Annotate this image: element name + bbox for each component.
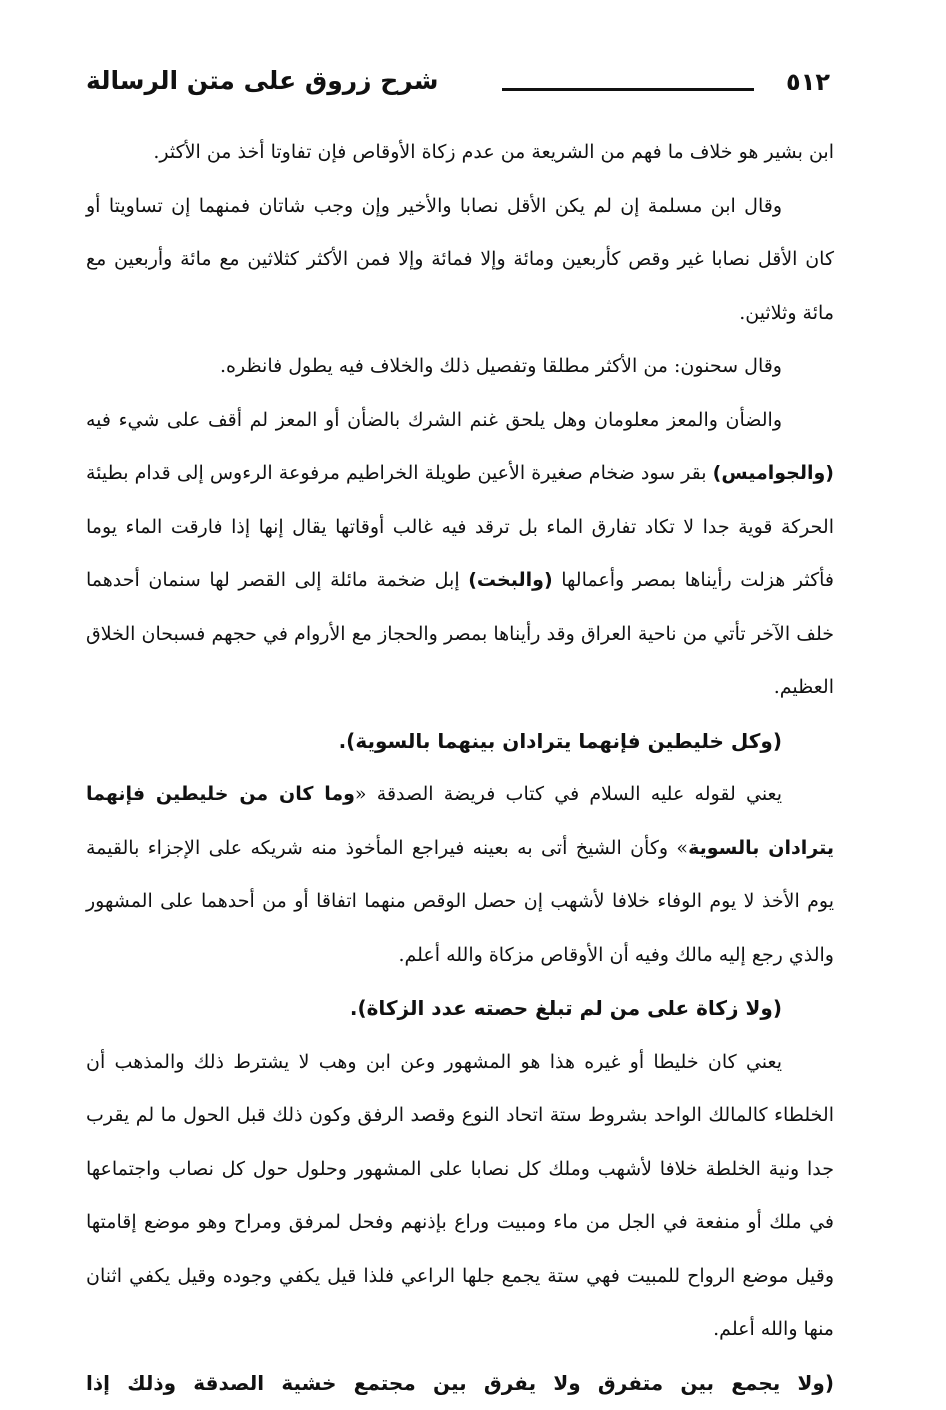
matn-heading-3: (ولا يجمع بين متفرق ولا يفرق بين مجتمع خشية الصدقة وذلك إذا bbox=[86, 1357, 834, 1410]
text-body bbox=[86, 126, 834, 1410]
paragraph-4-text-c: إبل ضخمة مائلة إلى القصر لها سنمان أحدهما خلف الآخر تأتي من ناحية العراق وقد رأيناها بمصر والحجاز مع الأروام في حجهم فسبحان الخلاق العظيم. bbox=[86, 569, 834, 698]
paragraph-5-text-a: يعني لقوله عليه السلام في كتاب فريضة الصدقة « bbox=[355, 783, 782, 805]
term-bukht: (والبخت) bbox=[468, 569, 552, 591]
paragraph-4-text-a: والضأن والمعز معلومان وهل يلحق غنم الشرك بالضأن أو المعز لم أقف على شيء فيه bbox=[86, 409, 782, 431]
paragraph-5 bbox=[86, 768, 834, 982]
running-title: شرح زروق على متن الرسالة bbox=[86, 66, 438, 95]
term-jawamees: (والجواميس) bbox=[713, 462, 834, 484]
paragraph-3: وقال سحنون: من الأكثر مطلقا وتفصيل ذلك والخلاف فيه يطول فانظره. bbox=[86, 340, 834, 394]
paragraph-2: وقال ابن مسلمة إن لم يكن الأقل نصابا والأخير وإن وجب شاتان فمنهما إن تساويتا أو كان الأقل نصابا غير وقص كأربعين ومائة وإلا فمائة وإلا فمن الأكثر كثلاثين مع مائة وأربعين مع مائة وثلاثين. bbox=[86, 180, 834, 341]
paragraph-6: يعني كان خليطا أو غيره هذا هو المشهور وعن ابن وهب لا يشترط ذلك والمذهب أن الخلطاء كالمالك الواحد بشروط ستة اتحاد النوع وقصد الرفق وكون ذلك قبل الحول ما لم يقرب جدا ونية الخلطة خلافا لأشهب وملك كل نصابا على المشهور وحلول حول كل نصاب واجتماعها في ملك أو منفعة في الجل من ماء ومبيت وراع بإذنهم وفحل لمرفق ومراح وهو موضع إقامتها وقيل موضع الرواح للمبيت فهي ستة يجمع جلها الراعي فلذا قيل يكفي وجوده وقيل يكفي اثنان منها والله أعلم. bbox=[86, 1036, 834, 1357]
page-header bbox=[86, 62, 834, 112]
matn-heading-2: (ولا زكاة على من لم تبلغ حصته عدد الزكاة). bbox=[86, 982, 834, 1036]
matn-heading-1: (وكل خليطين فإنهما يترادان بينهما بالسوية). bbox=[86, 715, 834, 769]
header-rule bbox=[502, 88, 754, 91]
hadith-quote: وما كان من خليطين فإنهما يترادان بالسوية bbox=[86, 783, 834, 859]
paragraph-4-text-b: بقر سود ضخام صغيرة الأعين طويلة الخراطيم مرفوعة الرءوس إلى قدام بطيئة الحركة قوية جدا لا تكاد تفارق الماء بل ترقد فيه غالب أوقاتها يقال إنها إذا فارقت الماء يوما فأكثر هزلت رأيناها بمصر وأعمالها bbox=[86, 462, 834, 591]
paragraph-5-text-b: » وكأن الشيخ أتى به بعينه فيراجع المأخوذ منه شريكه على الإجزاء بالقيمة يوم الأخذ لا يوم الوفاء خلافا لأشهب إن حصل الوقص منهما اتفاقا أو من أحدهما على المشهور والذي رجع إليه مالك وفيه أن الأوقاص مزكاة والله أعلم. bbox=[86, 837, 834, 966]
page-number: ٥١٢ bbox=[786, 68, 830, 96]
paragraph-4 bbox=[86, 394, 834, 715]
paragraph-1: ابن بشير هو خلاف ما فهم من الشريعة من عدم زكاة الأوقاص فإن تفاوتا أخذ من الأكثر. bbox=[86, 126, 834, 180]
